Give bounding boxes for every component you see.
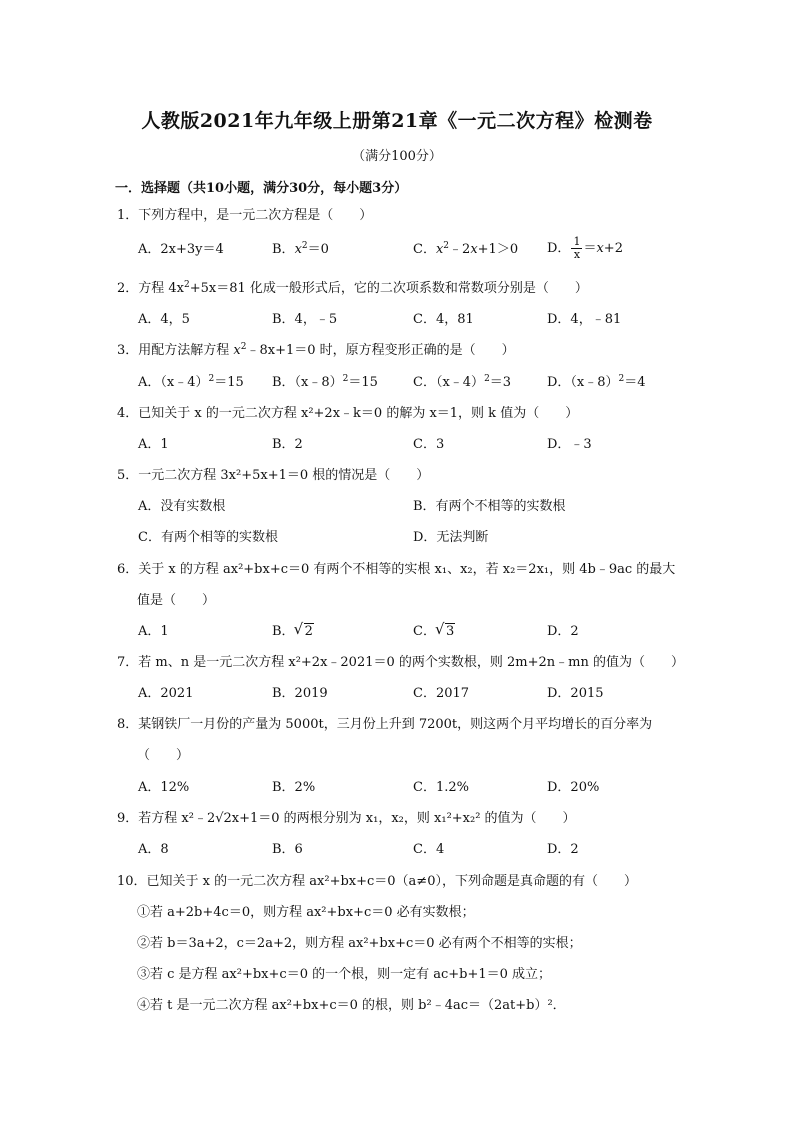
section-heading: 一．选择题（共10小题，满分30分，每小题3分） bbox=[115, 181, 408, 196]
q7-option-c: C．2017 bbox=[413, 686, 470, 701]
q1-option-a: A．2x+3y＝4 bbox=[138, 242, 224, 257]
q10-statement-3: ③若 c 是方程 ax²+bx+c＝0 的一个根，则一定有 ac+b+1＝0 成立； bbox=[137, 967, 552, 982]
question-9-stem: 9．若方程 x²﹣2√2x+1＝0 的两根分别为 x₁，x₂，则 x₁²+x₂² 的值为（ ） bbox=[117, 811, 576, 826]
q6-option-a: A．1 bbox=[138, 624, 169, 639]
question-8-stem-cont: （ ） bbox=[137, 748, 190, 763]
q9-option-d: D．2 bbox=[547, 842, 579, 857]
q2-option-d: D．4，﹣81 bbox=[547, 312, 622, 327]
question-3-stem: 3．用配方法解方程 $x^2﹣8x+1=0$ 时，原方程变形正确的是（ ） bbox=[117, 342, 515, 358]
q9-option-b: B．6 bbox=[272, 842, 303, 857]
q7-option-b: B．2019 bbox=[272, 686, 328, 701]
q6-option-d: D．2 bbox=[547, 624, 579, 639]
q1-option-d: D． $\frac{1}{x}$ ＝x+2 bbox=[547, 235, 623, 261]
q6-option-c: C．√ 3 bbox=[413, 622, 455, 642]
question-6-stem: 6．关于 x 的方程 ax²+bx+c＝0 有两个不相等的实根 x₁、x₂，若 x₂＝2x₁，则 4b﹣9ac 的最大 bbox=[117, 562, 676, 577]
q3-option-b: B．（x﹣8）$^2$＝15 bbox=[272, 374, 378, 390]
q2-option-b: B．4，﹣5 bbox=[272, 312, 338, 327]
question-7-stem: 7．若 m、n 是一元二次方程 x²+2x﹣2021＝0 的两个实数根，则 2m+2n﹣mn 的值为（ ） bbox=[117, 655, 684, 670]
question-1-stem: 1．下列方程中，是一元二次方程是（ ） bbox=[117, 208, 373, 223]
question-8-stem: 8．某钢铁厂一月份的产量为 5000t，三月份上升到 7200t，则这两个月平均增长的百分率为 bbox=[117, 717, 653, 732]
q3-option-c: C．（x﹣4）$^2$＝3 bbox=[413, 374, 512, 390]
page-title: 人教版2021年九年级上册第21章《一元二次方程》检测卷 bbox=[141, 110, 653, 132]
page-subtitle: （满分100分） bbox=[352, 149, 442, 164]
q3-option-a: A．（x﹣4）$^2$＝15 bbox=[138, 374, 244, 390]
q9-option-c: C．4 bbox=[413, 842, 445, 857]
q5-option-d: D．无法判断 bbox=[413, 530, 489, 545]
q5-option-b: B．有两个不相等的实数根 bbox=[413, 499, 566, 514]
q1-option-c: C．$x^2﹣2x+1>0$ bbox=[413, 241, 519, 257]
q4-option-a: A．1 bbox=[138, 437, 169, 452]
q4-option-d: D．﹣3 bbox=[547, 437, 592, 452]
question-2-stem: 2．方程 $4x^2+5x=81$ 化成一般形式后，它的二次项系数和常数项分别是（ ） bbox=[117, 280, 588, 296]
q4-option-b: B．2 bbox=[272, 437, 303, 452]
q3-option-d: D．（x﹣8）$^2$＝4 bbox=[547, 374, 646, 390]
question-4-stem: 4．已知关于 x 的一元二次方程 x²+2x﹣k＝0 的解为 x＝1，则 k 值为（ ） bbox=[117, 406, 579, 421]
question-5-stem: 5．一元二次方程 3x²+5x+1＝0 根的情况是（ ） bbox=[117, 468, 430, 483]
q8-option-c: C．1.2% bbox=[413, 780, 469, 795]
q8-option-b: B．2% bbox=[272, 780, 316, 795]
q2-option-a: A．4，5 bbox=[138, 312, 190, 327]
q5-option-a: A．没有实数根 bbox=[138, 499, 226, 514]
q7-option-d: D．2015 bbox=[547, 686, 604, 701]
q2-option-c: C．4，81 bbox=[413, 312, 474, 327]
q10-statement-2: ②若 b＝3a+2，c＝2a+2，则方程 ax²+bx+c＝0 必有两个不相等的实根； bbox=[137, 936, 582, 951]
q10-statement-4: ④若 t 是一元二次方程 ax²+bx+c＝0 的根，则 b²﹣4ac＝（2at+b）²． bbox=[137, 998, 566, 1013]
q8-option-d: D．20% bbox=[547, 780, 600, 795]
q1-option-b: B．$x^2=0$ bbox=[272, 241, 329, 257]
q7-option-a: A．2021 bbox=[138, 686, 194, 701]
q4-option-c: C．3 bbox=[413, 437, 445, 452]
q5-option-c: C．有两个相等的实数根 bbox=[138, 530, 278, 545]
question-10-stem: 10．已知关于 x 的一元二次方程 ax²+bx+c＝0（a≠0），下列命题是真命题的有（ ） bbox=[117, 874, 637, 889]
q9-option-a: A．8 bbox=[138, 842, 169, 857]
q8-option-a: A．12% bbox=[138, 780, 190, 795]
q10-statement-1: ①若 a+2b+4c＝0，则方程 ax²+bx+c＝0 必有实数根； bbox=[137, 905, 475, 920]
question-6-stem-cont: 值是（ ） bbox=[137, 593, 216, 608]
q6-option-b: B．√ 2 bbox=[272, 622, 314, 642]
